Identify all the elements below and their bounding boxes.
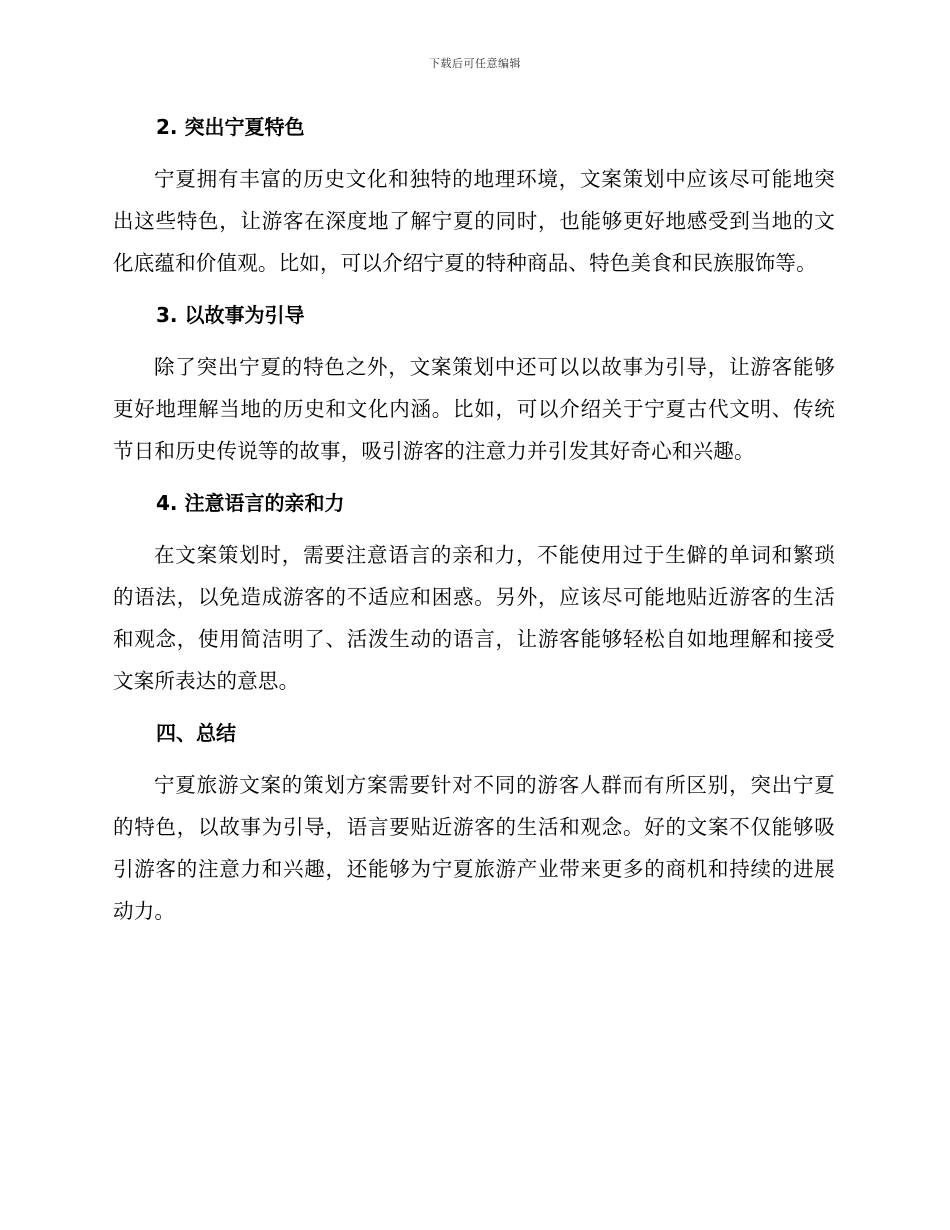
section-paragraph: 宁夏旅游文案的策划方案需要针对不同的游客人群而有所区别，突出宁夏的特色，以故事为引导，语言要贴近游客的生活和观念。好的文案不仅能够吸引游客的注意力和兴趣，还能够为宁夏旅游产业带来更多的商机和持续的进展动力。 — [113, 773, 835, 923]
section-story-guide — [113, 296, 835, 472]
document-body — [113, 108, 835, 944]
section-language-affinity — [113, 484, 835, 702]
section-heading: 2. 突出宁夏特色 — [156, 115, 305, 139]
section-summary — [113, 714, 835, 932]
section-heading: 四、总结 — [156, 721, 236, 745]
section-paragraph: 宁夏拥有丰富的历史文化和独特的地理环境，文案策划中应该尽可能地突出这些特色，让游客在深度地了解宁夏的同时，也能够更好地感受到当地的文化底蕴和价值观。比如，可以介绍宁夏的特种商品、特色美食和民族服饰等。 — [113, 167, 835, 275]
section-heading: 3. 以故事为引导 — [156, 303, 305, 327]
section-heading: 4. 注意语言的亲和力 — [156, 491, 345, 515]
header-note: 下载后可任意编辑 — [429, 57, 521, 70]
section-highlight-features — [113, 108, 835, 284]
section-paragraph: 除了突出宁夏的特色之外，文案策划中还可以以故事为引导，让游客能够更好地理解当地的历史和文化内涵。比如，可以介绍关于宁夏古代文明、传统节日和历史传说等的故事，吸引游客的注意力并引发其好奇心和兴趣。 — [113, 355, 835, 463]
section-paragraph: 在文案策划时，需要注意语言的亲和力，不能使用过于生僻的单词和繁琐的语法，以免造成游客的不适应和困惑。另外，应该尽可能地贴近游客的生活和观念，使用简洁明了、活泼生动的语言，让游客能够轻松自如地理解和接受文案所表达的意思。 — [113, 543, 835, 693]
